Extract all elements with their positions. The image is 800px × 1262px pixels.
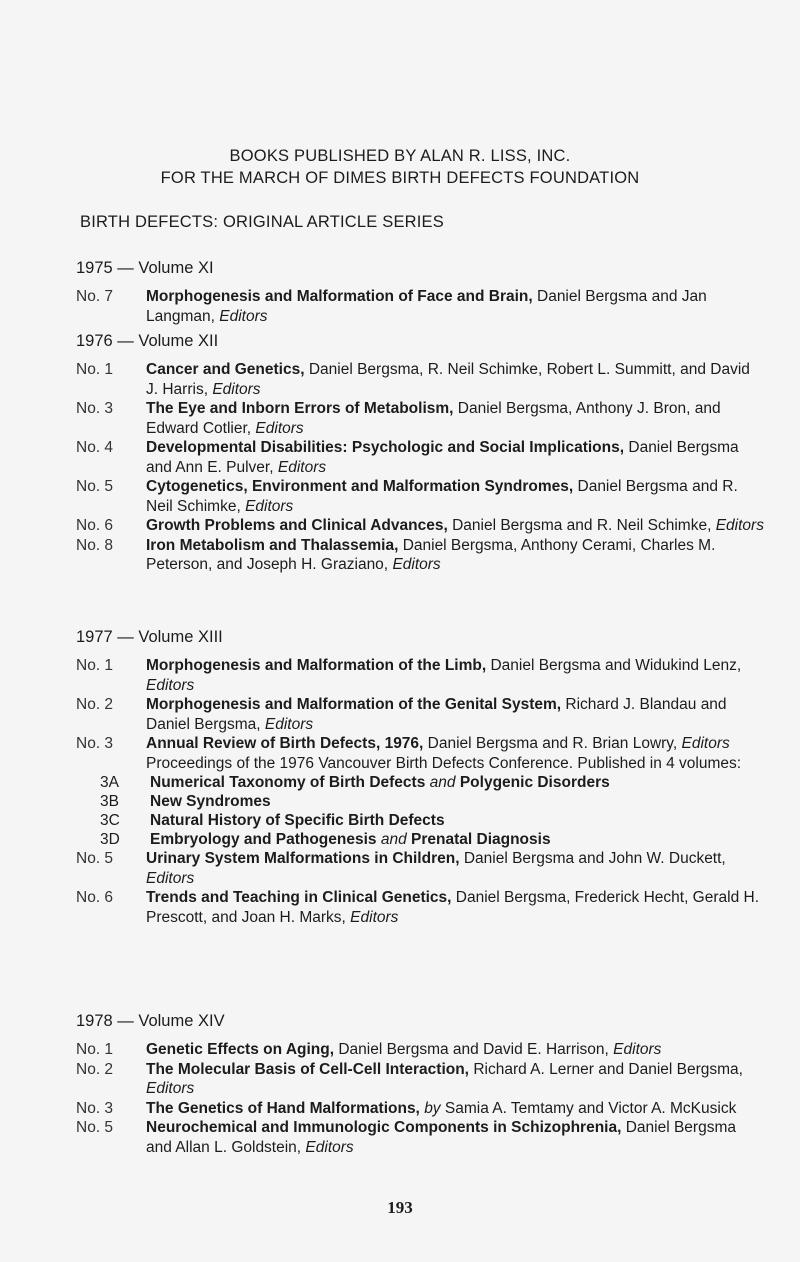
volume-heading: 1977 — Volume XIII (76, 628, 223, 646)
book-title: Growth Problems and Clinical Advances, (146, 517, 448, 534)
list-item (76, 287, 766, 326)
issue-number: No. 1 (76, 1041, 114, 1058)
book-editors: Daniel Bergsma and Allan L. Goldstein, (146, 1119, 736, 1156)
list-item (76, 360, 766, 399)
conference-note: Proceedings of the 1976 Vancouver Birth Defects Conference. Published in 4 volumes: (146, 754, 742, 772)
issue-number: No. 3 (76, 735, 114, 752)
issue-number: No. 5 (76, 1119, 114, 1136)
issue-number: No. 4 (76, 439, 114, 456)
issue-number: No. 1 (76, 361, 114, 378)
editors-label: Editors (212, 380, 261, 398)
book-editors: Daniel Bergsma and Widukind Lenz, (490, 657, 742, 674)
by-label: by (424, 1099, 441, 1117)
editors-label: Editors (264, 715, 314, 733)
list-item (76, 1099, 766, 1119)
volume-section-1975 (76, 258, 766, 326)
header-line-1: BOOKS PUBLISHED BY ALAN R. LISS, INC. (229, 147, 571, 165)
book-authors: Samia A. Temtamy and Victor A. McKusick (444, 1099, 737, 1117)
editors-label: Editors (392, 556, 441, 573)
editors-label: Editors (277, 458, 327, 476)
issue-number: No. 2 (76, 696, 114, 713)
subvolume-title-2: Polygenic Disorders (459, 774, 610, 791)
list-item (76, 888, 766, 927)
subvolume-title: Embryology and Pathogenesis (150, 831, 377, 848)
list-item (76, 438, 766, 477)
book-editors: Daniel Bergsma, Anthony Cerami, Charles M. Peterson, and Joseph H. Graziano, (146, 536, 716, 573)
volume-heading: 1975 — Volume XI (76, 259, 214, 277)
issue-number: No. 6 (76, 889, 114, 906)
volume-heading: 1976 — Volume XII (76, 332, 219, 350)
editors-label: Editors (681, 735, 730, 752)
editors-label: Editors (255, 419, 304, 437)
book-title: Cytogenetics, Environment and Malformation Syndromes, (146, 478, 574, 495)
list-item (76, 734, 766, 773)
book-editors: Daniel Bergsma and John W. Duckett, (463, 850, 726, 867)
subvolume-and: and (429, 774, 456, 791)
subvolume-and: and (380, 831, 407, 848)
issue-number: No. 5 (76, 850, 114, 867)
book-title: Iron Metabolism and Thalassemia, (146, 536, 399, 554)
book-editors: Daniel Bergsma and R. Neil Schimke, (452, 517, 712, 534)
subvolume-id: 3C (100, 812, 120, 829)
volume-section-1976 (76, 331, 766, 575)
book-title: Annual Review of Birth Defects, 1976, (146, 735, 424, 752)
volume-section-1978 (76, 1011, 766, 1157)
list-item (76, 516, 766, 536)
book-editors: Daniel Bergsma, R. Neil Schimke, Robert L. Summitt, and David J. Harris, (146, 361, 750, 398)
subvolume-title: Natural History of Specific Birth Defects (150, 812, 445, 829)
list-item (76, 477, 766, 516)
subvolume-item (76, 830, 766, 849)
header-line-2: FOR THE MARCH OF DIMES BIRTH DEFECTS FOUNDATION (160, 169, 640, 187)
book-editors: Daniel Bergsma, Anthony J. Bron, and Edward Cotlier, (146, 400, 721, 437)
book-title: Genetic Effects on Aging, (146, 1041, 335, 1058)
page-header (0, 145, 800, 189)
book-title: Morphogenesis and Malformation of the Limb, (146, 657, 487, 674)
series-title: BIRTH DEFECTS: ORIGINAL ARTICLE SERIES (80, 213, 444, 231)
editors-label: Editors (715, 517, 764, 534)
page-number: 193 (387, 1198, 413, 1217)
book-editors: Daniel Bergsma and David E. Harrison, (338, 1041, 609, 1058)
subvolume-item (76, 792, 766, 811)
book-title: The Molecular Basis of Cell-Cell Interaction, (146, 1060, 469, 1078)
subvolume-id: 3D (100, 831, 120, 848)
book-editors: Daniel Bergsma, Frederick Hecht, Gerald H. Prescott, and Joan H. Marks, (146, 889, 760, 926)
issue-number: No. 3 (76, 400, 114, 417)
subvolume-title: Numerical Taxonomy of Birth Defects (150, 774, 426, 791)
editors-label: Editors (146, 676, 195, 694)
editors-label: Editors (305, 1138, 354, 1156)
book-title: Trends and Teaching in Clinical Genetics, (146, 889, 452, 906)
book-editors: Richard J. Blandau and Daniel Bergsma, (146, 696, 727, 733)
list-item (76, 1118, 766, 1157)
list-item (76, 536, 766, 575)
editors-label: Editors (350, 908, 399, 926)
issue-number: No. 7 (76, 288, 114, 305)
book-editors: Daniel Bergsma and R. Neil Schimke, (146, 478, 738, 515)
issue-number: No. 2 (76, 1060, 114, 1078)
issue-number: No. 1 (76, 657, 114, 674)
issue-number: No. 3 (76, 1099, 114, 1117)
subvolume-id: 3B (100, 793, 119, 810)
editors-label: Editors (613, 1041, 662, 1058)
issue-number: No. 5 (76, 478, 114, 495)
book-title: Urinary System Malformations in Children, (146, 850, 460, 867)
list-item (76, 399, 766, 438)
volume-section-1977 (76, 627, 766, 927)
list-item (76, 695, 766, 734)
book-title: Developmental Disabilities: Psychologic and Social Implications, (146, 439, 625, 456)
book-title: Morphogenesis and Malformation of Face and Brain, (146, 288, 533, 305)
editors-label: Editors (245, 497, 294, 515)
subvolume-title-2: Prenatal Diagnosis (411, 831, 551, 848)
list-item (76, 656, 766, 695)
issue-number: No. 6 (76, 517, 114, 534)
book-editors: Daniel Bergsma and Ann E. Pulver, (146, 439, 739, 476)
list-item (76, 1060, 766, 1099)
list-item (76, 1040, 766, 1060)
book-editors: Daniel Bergsma and Jan Langman, (146, 288, 707, 325)
list-item (76, 849, 766, 888)
subvolume-id: 3A (100, 774, 119, 791)
editors-label: Editors (219, 307, 268, 325)
issue-number: No. 8 (76, 536, 114, 554)
book-editors: Daniel Bergsma and R. Brian Lowry, (427, 735, 678, 752)
book-title: Morphogenesis and Malformation of the Genital System, (146, 696, 562, 713)
subvolume-item (76, 773, 766, 792)
editors-label: Editors (146, 869, 195, 887)
editors-label: Editors (146, 1080, 195, 1097)
book-title: Cancer and Genetics, (146, 361, 305, 378)
subvolume-title: New Syndromes (150, 793, 271, 810)
book-title: Neurochemical and Immunologic Components in Schizophrenia, (146, 1119, 622, 1136)
book-title: The Eye and Inborn Errors of Metabolism, (146, 400, 454, 417)
volume-heading: 1978 — Volume XIV (76, 1012, 225, 1030)
book-editors: Richard A. Lerner and Daniel Bergsma, (473, 1060, 743, 1078)
book-title: The Genetics of Hand Malformations, (146, 1099, 420, 1117)
subvolume-item (76, 811, 766, 830)
